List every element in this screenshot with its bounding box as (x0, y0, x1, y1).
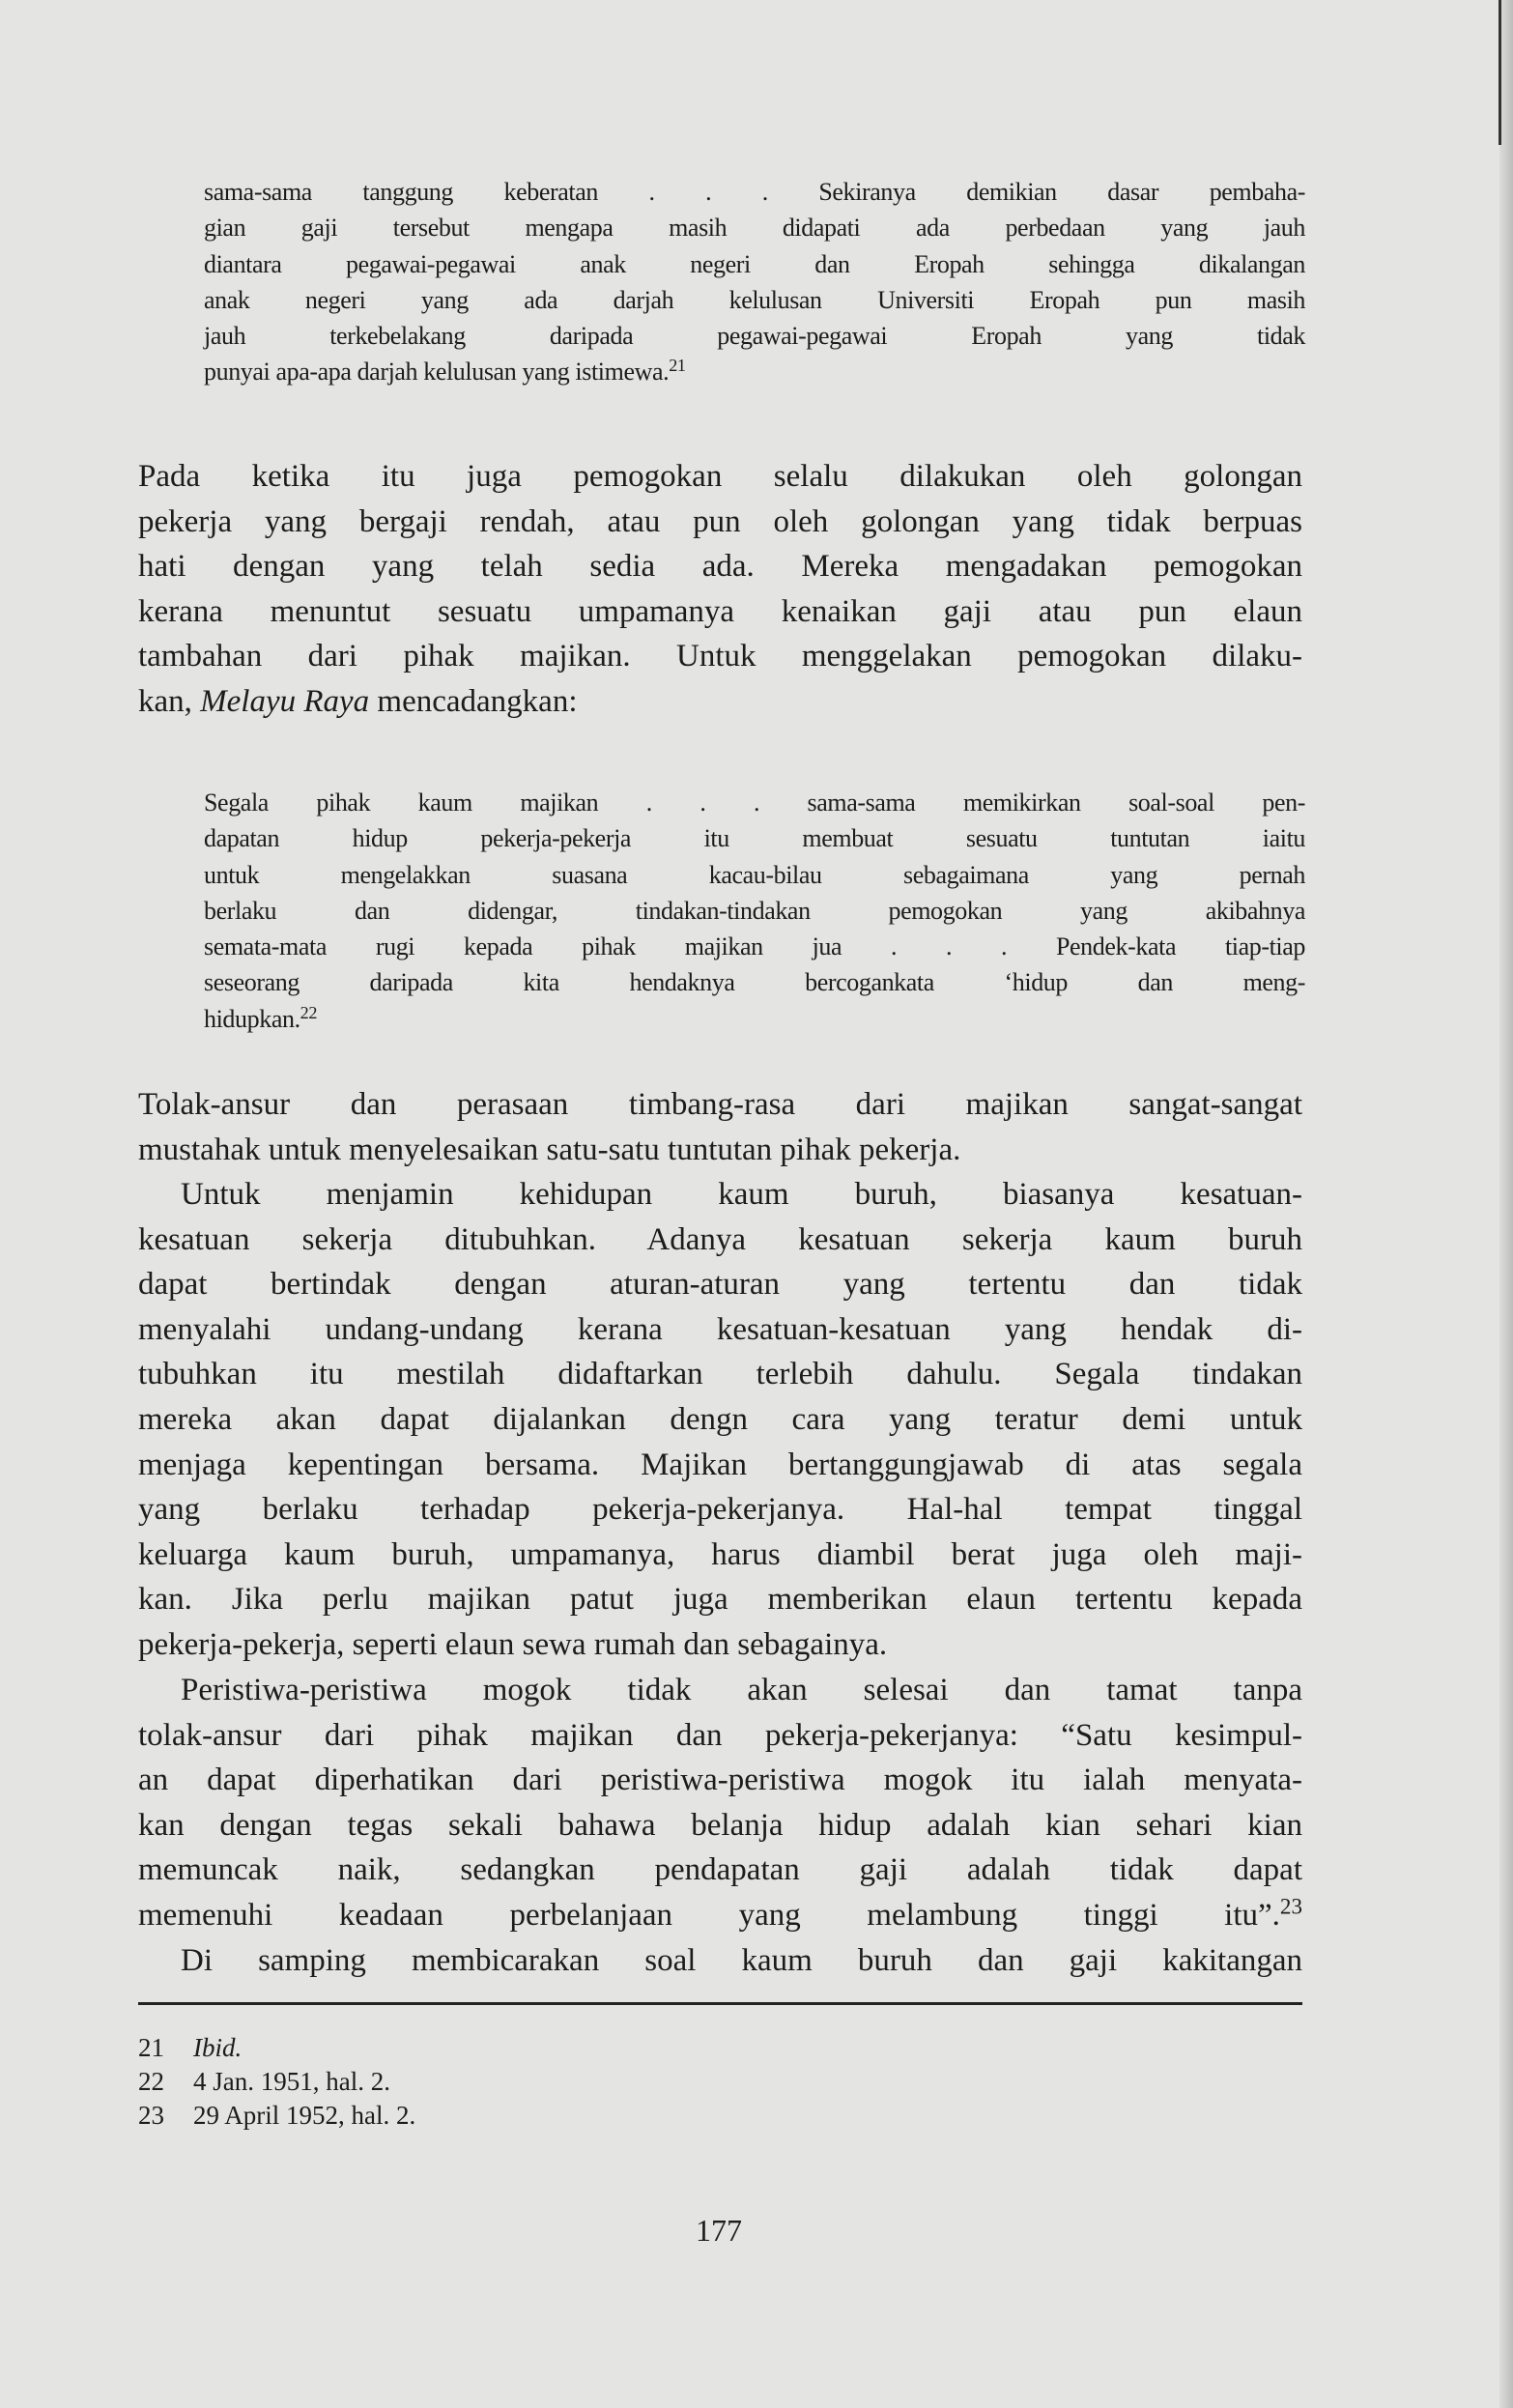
text-line: jauh terkebelakang daripada pegawai-pegawai Eropah yang tidak (204, 322, 1305, 351)
paragraph-1 (138, 454, 1302, 725)
text-segment: kan, (138, 683, 201, 719)
text-line: an dapat diperhatikan dari peristiwa-peristiwa mogok itu ialah menyata- (138, 1763, 1302, 1798)
footnote-text: 4 Jan. 1951, hal. 2. (193, 2067, 390, 2096)
text-line: keluarga kaum buruh, umpamanya, harus diambil berat juga oleh maji- (138, 1536, 1302, 1572)
text-line: kerana menuntut sesuatu umpamanya kenaikan gaji atau pun elaun (138, 593, 1302, 629)
paragraph-3 (138, 1172, 1302, 1668)
text-line (138, 679, 1302, 725)
text-segment: hidupkan. (204, 1004, 300, 1033)
text-line: seseorang daripada kita hendaknya bercogankata ‘hidup dan meng- (204, 968, 1305, 997)
text-line: diantara pegawai-pegawai anak negeri dan Eropah sehingga dikalangan (204, 249, 1305, 278)
text-line: pekerja-pekerja, seperti elaun sewa rumah dan sebagainya. (138, 1626, 888, 1662)
footnote-number: 21 (138, 2033, 164, 2062)
text-line: dapatan hidup pekerja-pekerja itu membuat sesuatu tuntutan iaitu (204, 824, 1305, 853)
footnote-rule (138, 2002, 1302, 2005)
text-line: pekerja yang bergaji rendah, atau pun oleh golongan yang tidak berpuas (138, 503, 1302, 539)
page-edge (1499, 0, 1513, 2408)
paragraph-2 (138, 1082, 1302, 1172)
text-segment: memenuhi keadaan perbelanjaan yang melambung tinggi itu”. (138, 1897, 1280, 1933)
text-line: Peristiwa-peristiwa mogok tidak akan selesai dan tamat tanpa (181, 1673, 1302, 1707)
text-line (204, 1001, 1305, 1037)
paragraph-5 (138, 1938, 1302, 1984)
footnote-reference: 21 (669, 356, 686, 376)
footnote-23 (138, 2099, 415, 2133)
text-line: Pada ketika itu juga pemogokan selalu dilakukan oleh golongan (138, 459, 1302, 494)
text-line: untuk mengelakkan suasana kacau-bilau sebagaimana yang pernah (204, 860, 1305, 889)
text-line: berlaku dan didengar, tindakan-tindakan pemogokan yang akibahnya (204, 896, 1305, 925)
footnote-reference: 23 (1279, 1893, 1302, 1919)
page-number: 177 (696, 2213, 742, 2248)
text-line: Segala pihak kaum majikan . . . sama-sama memikirkan soal-soal pen- (204, 788, 1305, 817)
footnote-reference: 22 (300, 1002, 318, 1022)
footnote-22 (138, 2065, 415, 2099)
block-quote-2 (204, 785, 1305, 1037)
footnote-text: 29 April 1952, hal. 2. (193, 2101, 416, 2130)
text-line: memuncak naik, sedangkan pendapatan gaji adalah tidak dapat (138, 1852, 1302, 1888)
text-line: Tolak-ansur dan perasaan timbang-rasa dari majikan sangat-sangat (138, 1087, 1302, 1122)
footnote-21 (138, 2031, 415, 2065)
text-line: Untuk menjamin kehidupan kaum buruh, biasanya kesatuan- (181, 1177, 1302, 1212)
italic-title: Melayu Raya (200, 683, 370, 719)
text-line: semata-mata rugi kepada pihak majikan jua . . . Pendek-kata tiap-tiap (204, 932, 1305, 961)
text-line: gian gaji tersebut mengapa masih didapati ada perbedaan yang jauh (204, 214, 1305, 243)
text-line: anak negeri yang ada darjah kelulusan Universiti Eropah pun masih (204, 285, 1305, 314)
text-line (204, 354, 1305, 389)
footnote-number: 23 (138, 2101, 164, 2130)
text-line: menjaga kepentingan bersama. Majikan bertanggungjawab di atas segala (138, 1447, 1302, 1482)
text-line: mustahak untuk menyelesaikan satu-satu tuntutan pihak pekerja. (138, 1132, 961, 1167)
text-line: Di samping membicarakan soal kaum buruh dan gaji kakitangan (181, 1943, 1302, 1978)
text-line: kan dengan tegas sekali bahawa belanja hidup adalah kian sehari kian (138, 1807, 1302, 1843)
text-line (138, 1893, 1302, 1938)
text-line: tambahan dari pihak majikan. Untuk menggelakan pemogokan dilaku- (138, 639, 1302, 674)
text-line: kesatuan sekerja ditubuhkan. Adanya kesatuan sekerja kaum buruh (138, 1221, 1302, 1257)
text-segment: mencadangkan: (369, 683, 578, 719)
text-line: hati dengan yang telah sedia ada. Mereka mengadakan pemogokan (138, 549, 1302, 585)
footnotes (138, 2031, 415, 2133)
footnote-text: Ibid. (193, 2033, 243, 2062)
text-line: tolak-ansur dari pihak majikan dan pekerja-pekerjanya: “Satu kesimpul- (138, 1717, 1302, 1753)
paragraph-4 (138, 1668, 1302, 1938)
text-line: mereka akan dapat dijalankan dengn cara yang teratur demi untuk (138, 1401, 1302, 1437)
text-line: kan. Jika perlu majikan patut juga memberikan elaun tertentu kepada (138, 1582, 1302, 1618)
text-segment: punyai apa-apa darjah kelulusan yang istimewa. (204, 358, 670, 387)
text-line: tubuhkan itu mestilah didaftarkan terlebih dahulu. Segala tindakan (138, 1357, 1302, 1392)
text-line: sama-sama tanggung keberatan . . . Sekiranya demikian dasar pembaha- (204, 178, 1305, 206)
text-line: dapat bertindak dengan aturan-aturan yang tertentu dan tidak (138, 1267, 1302, 1303)
page-edge-mark (1499, 0, 1501, 145)
footnote-number: 22 (138, 2067, 164, 2096)
block-quote-1 (204, 174, 1305, 390)
text-line: menyalahi undang-undang kerana kesatuan-kesatuan yang hendak di- (138, 1311, 1302, 1347)
text-line: yang berlaku terhadap pekerja-pekerjanya. Hal-hal tempat tinggal (138, 1492, 1302, 1528)
